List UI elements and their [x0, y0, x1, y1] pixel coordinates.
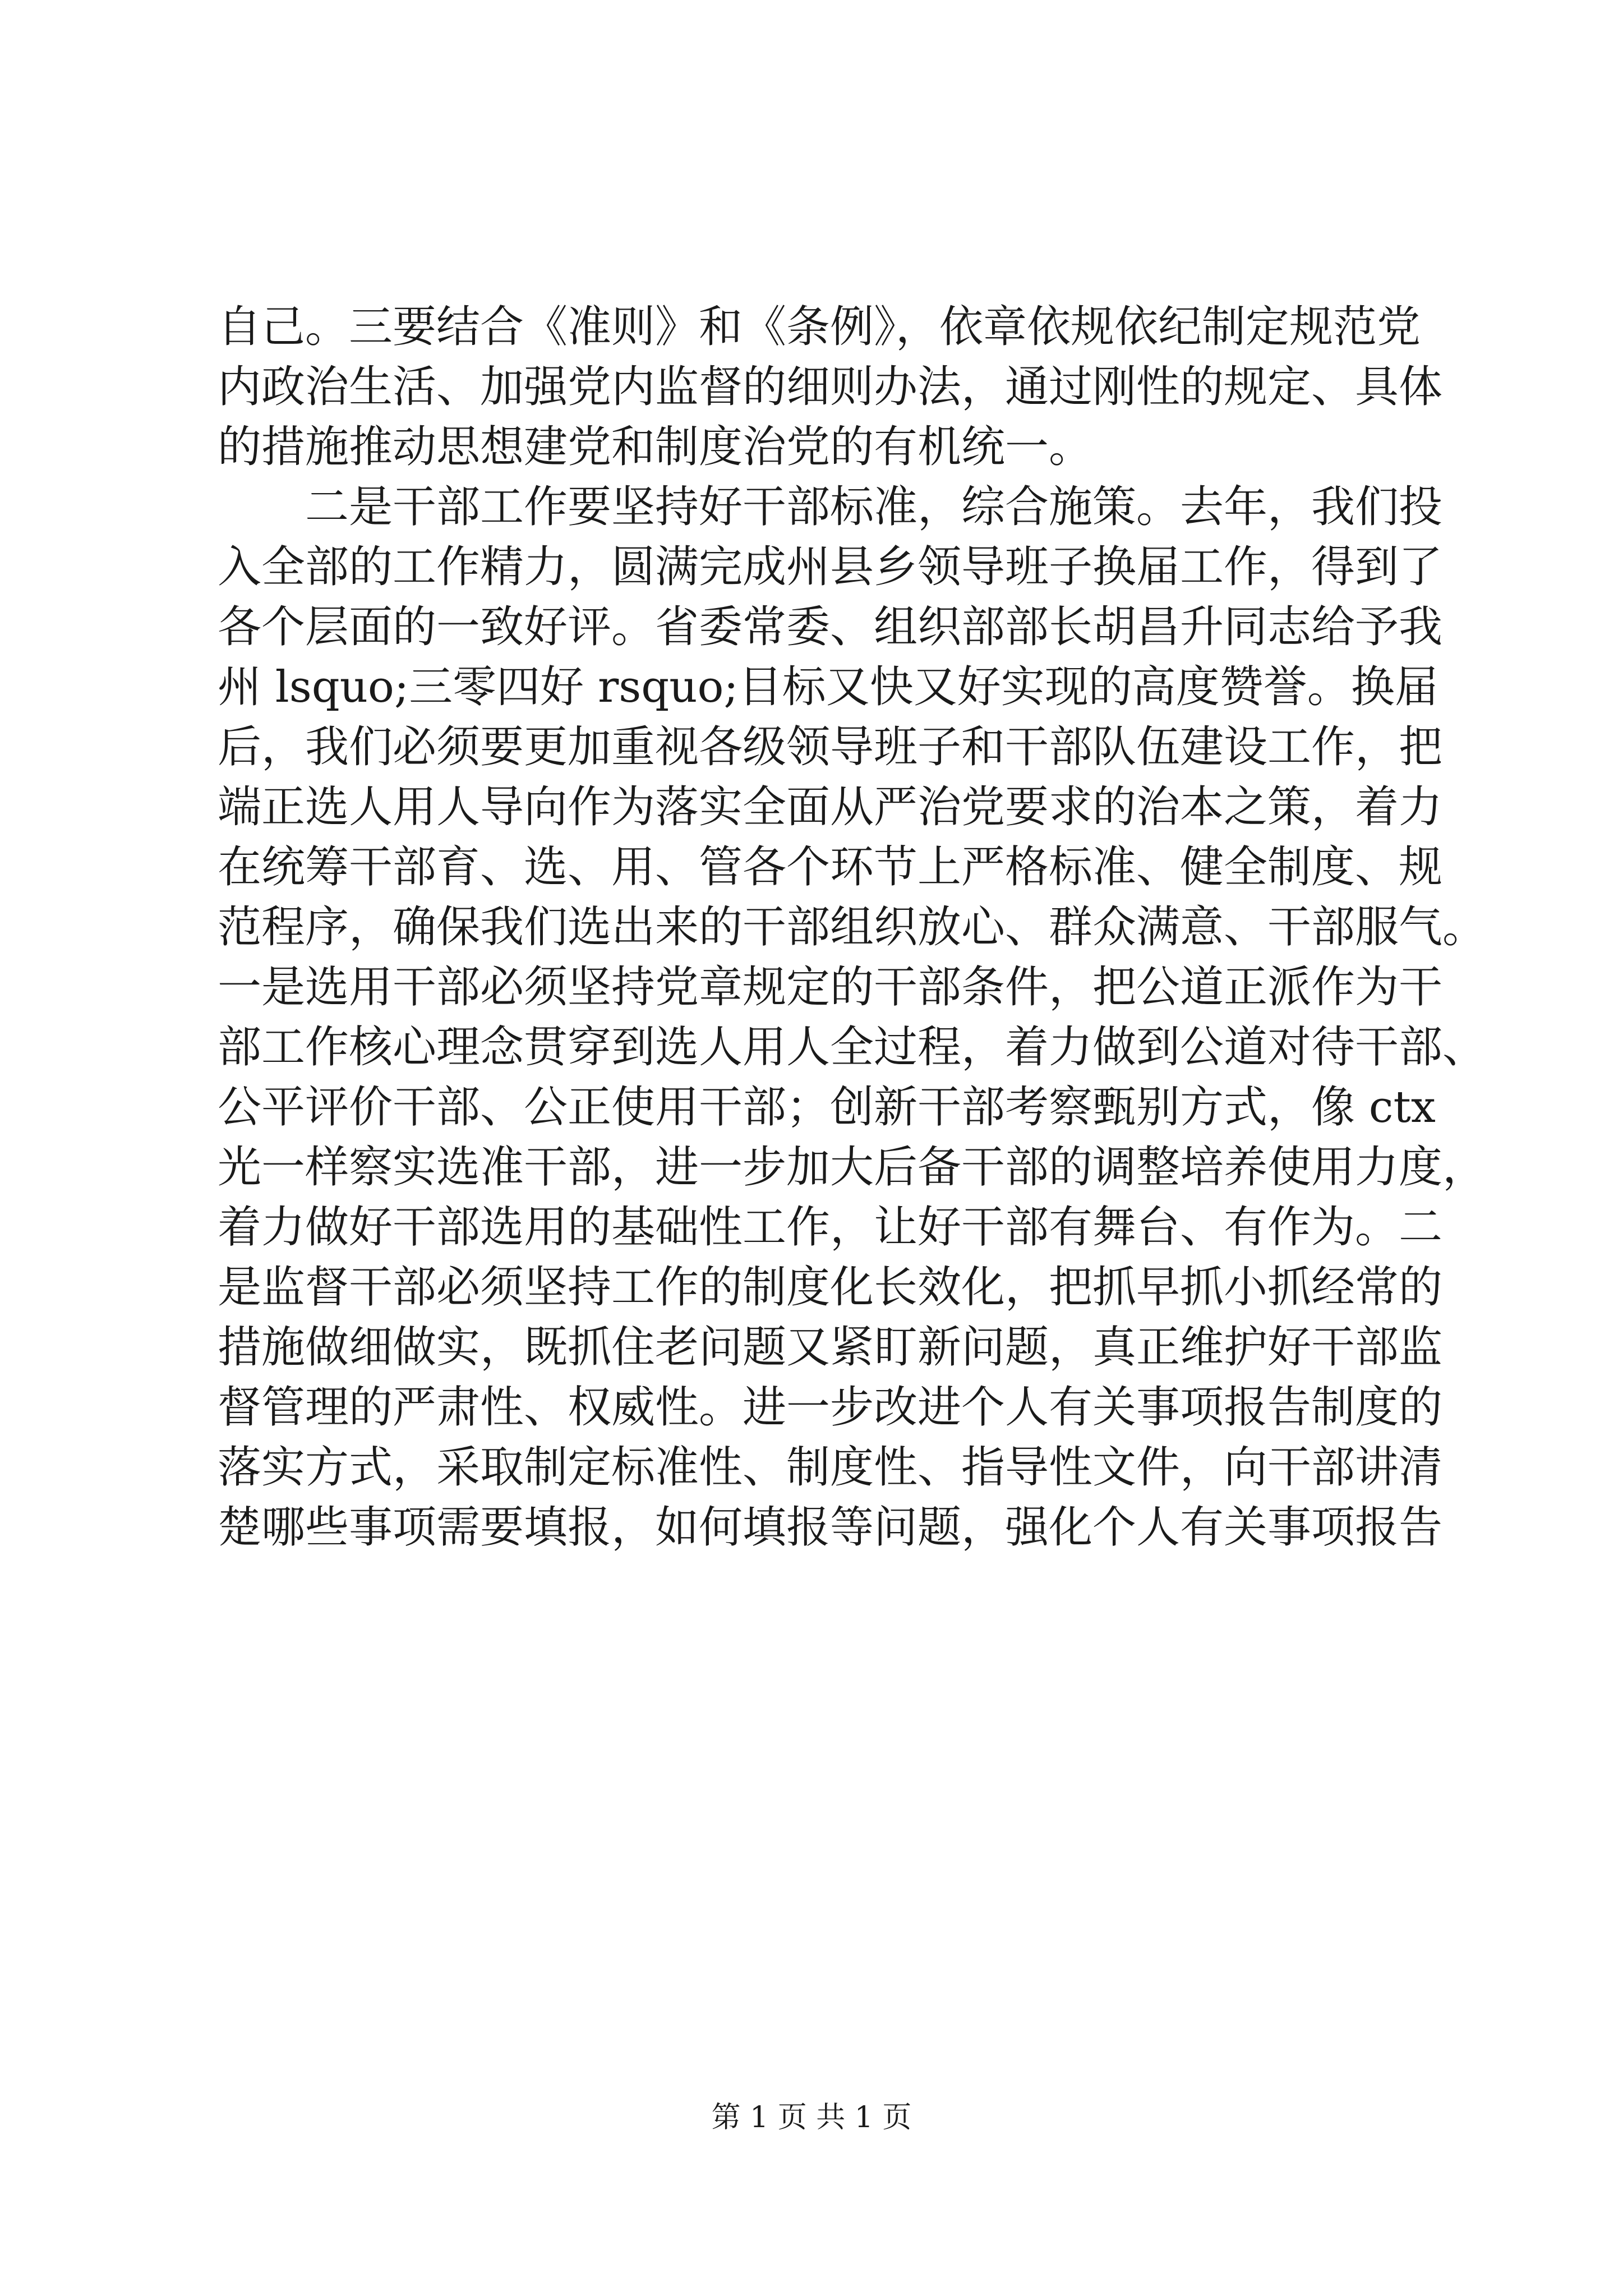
text-line: 入全部的工作精力，圆满完成州县乡领导班子换届工作，得到了: [218, 542, 1443, 592]
text-line: 的措施推动思想建党和制度治党的有机统一。: [218, 422, 1093, 472]
paragraph-first-line: 二是干部工作要坚持好干部标准，综合施策。去年，我们投: [305, 482, 1443, 532]
text-line: 范程序，确保我们选出来的干部组织放心、群众满意、干部服气。: [218, 902, 1487, 953]
text-line: 自己。三要结合《准则》和《条例》，依章依规依纪制定规范党: [218, 302, 1421, 352]
text-line: 光一样察实选准干部，进一步加大后备干部的调整培养使用力度，: [218, 1142, 1487, 1193]
text-line: 一是选用干部必须坚持党章规定的干部条件，把公道正派作为干: [218, 962, 1443, 1013]
text-line: 督管理的严肃性、权威性。进一步改进个人有关事项报告制度的: [218, 1382, 1443, 1433]
text-line: 各个层面的一致好评。省委常委、组织部部长胡昌升同志给予我: [218, 602, 1443, 652]
text-line: 在统筹干部育、选、用、管各个环节上严格标准、健全制度、规: [218, 842, 1443, 892]
body-text: [218, 297, 1487, 1558]
text-line: 州 lsquo;三零四好 rsquo;目标又快又好实现的高度赞誉。换届: [218, 662, 1438, 712]
text-line: 公平评价干部、公正使用干部；创新干部考察甄别方式，像 ctx: [218, 1082, 1436, 1133]
page-footer: 第 1 页 共 1 页: [711, 2101, 912, 2134]
text-line: 内政治生活、加强党内监督的细则办法，通过刚性的规定、具体: [218, 362, 1443, 412]
text-line: 后，我们必须要更加重视各级领导班子和干部队伍建设工作，把: [218, 722, 1443, 772]
text-line: 端正选人用人导向作为落实全面从严治党要求的治本之策，着力: [218, 782, 1443, 832]
text-line: 是监督干部必须坚持工作的制度化长效化，把抓早抓小抓经常的: [218, 1262, 1443, 1313]
text-line: 部工作核心理念贯穿到选人用人全过程，着力做到公道对待干部、: [218, 1022, 1487, 1073]
text-line: 着力做好干部选用的基础性工作，让好干部有舞台、有作为。二: [218, 1202, 1443, 1253]
text-line: 楚哪些事项需要填报，如何填报等问题，强化个人有关事项报告: [218, 1502, 1443, 1553]
text-line: 措施做细做实，既抓住老问题又紧盯新问题，真正维护好干部监: [218, 1322, 1443, 1373]
text-line: 落实方式，采取制定标准性、制度性、指导性文件，向干部讲清: [218, 1442, 1443, 1493]
